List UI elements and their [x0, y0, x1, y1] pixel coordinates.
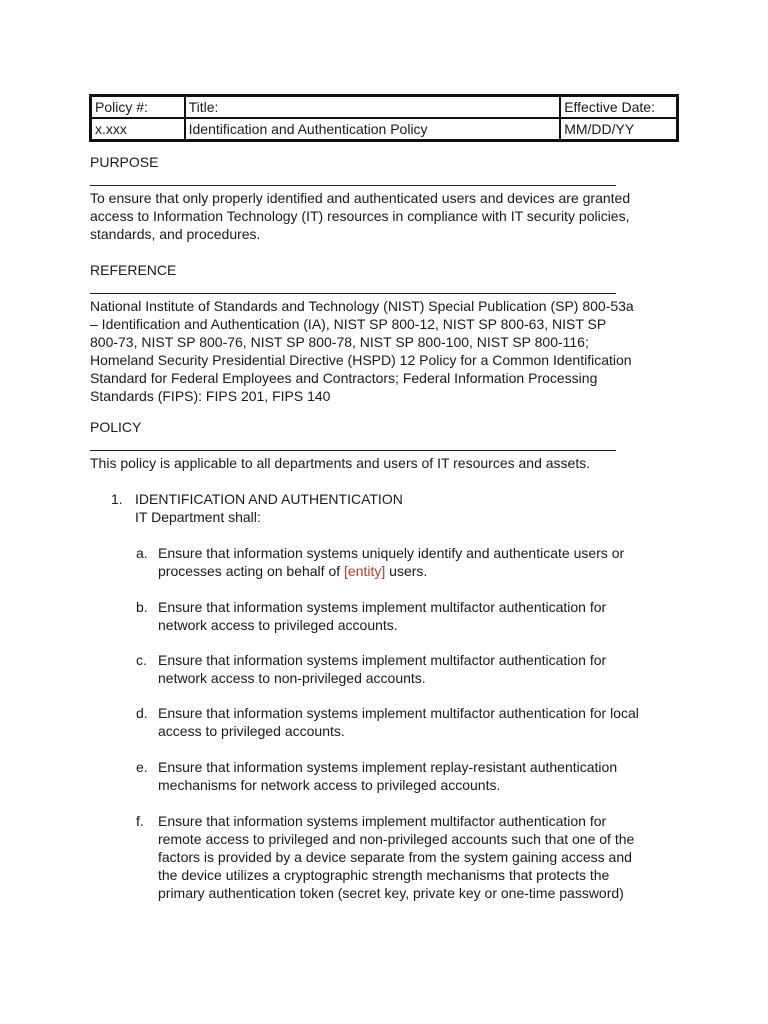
item-letter: e.	[136, 759, 148, 775]
value-row	[91, 118, 677, 140]
reference-text-line: 800-73, NIST SP 800-76, NIST SP 800-78, NIST SP 800-100, NIST SP 800-116;	[90, 334, 589, 350]
item-letter: f.	[136, 813, 144, 829]
purpose-text-line: access to Information Technology (IT) resources in compliance with IT security policies,	[90, 208, 630, 224]
reference-text-line: Standards (FIPS): FIPS 201, FIPS 140	[90, 388, 331, 404]
section-1	[111, 490, 711, 526]
section-1-subtitle: IT Department shall:	[135, 509, 261, 525]
policy-number-value: x.xxx	[91, 118, 185, 140]
item-line: factors is provided by a device separate from the system gaining access and	[158, 849, 632, 865]
list-item	[136, 598, 696, 634]
item-line: mechanisms for network access to privileged accounts.	[158, 777, 501, 793]
item-line: remote access to privileged and non-privileged accounts such that one of the	[158, 831, 635, 847]
item-line: Ensure that information systems implement multifactor authentication for	[158, 813, 607, 829]
reference-heading: REFERENCE	[90, 262, 177, 278]
item-line-end: users.	[385, 563, 428, 579]
list-item	[136, 544, 696, 580]
item-line	[158, 562, 696, 580]
item-line: Ensure that information systems implement multifactor authentication for	[158, 652, 607, 668]
policy-number-header: Policy #:	[91, 96, 185, 118]
reference-text-line: Standard for Federal Employees and Contractors; Federal Information Processing	[90, 370, 598, 386]
item-line: Ensure that information systems uniquely identify and authenticate users or	[158, 545, 625, 561]
reference-text-line: Homeland Security Presidential Directive (HSPD) 12 Policy for a Common Identification	[90, 352, 632, 368]
purpose-divider	[90, 171, 690, 189]
list-item	[136, 704, 696, 740]
item-letter: b.	[136, 599, 148, 615]
header-row	[91, 96, 677, 118]
entity-placeholder: [entity]	[344, 563, 386, 579]
item-line: Ensure that information systems implement multifactor authentication for	[158, 599, 607, 615]
policy-header-table	[89, 94, 679, 142]
purpose-heading: PURPOSE	[90, 154, 159, 170]
item-text	[158, 812, 696, 902]
section-1-title-row	[111, 490, 711, 508]
item-line: Ensure that information systems implement multifactor authentication for local	[158, 705, 639, 721]
reference-section	[90, 261, 690, 405]
item-letter: c.	[136, 652, 147, 668]
policy-heading: POLICY	[90, 419, 142, 435]
reference-divider	[90, 279, 690, 297]
reference-text-line: National Institute of Standards and Technology (NIST) Special Publication (SP) 800-53a	[90, 298, 634, 314]
title-value: Identification and Authentication Policy	[185, 118, 561, 140]
reference-text-line: – Identification and Authentication (IA), NIST SP 800-12, NIST SP 800-63, NIST SP	[90, 316, 607, 332]
section-1-number: 1.	[111, 491, 123, 507]
policy-divider	[90, 436, 690, 454]
item-line: network access to non-privileged accounts.	[158, 670, 426, 686]
purpose-text-line: standards, and procedures.	[90, 226, 261, 242]
item-line: Ensure that information systems implement replay-resistant authentication	[158, 759, 618, 775]
list-item	[136, 812, 696, 902]
section-1-title: IDENTIFICATION AND AUTHENTICATION	[135, 491, 403, 507]
effective-date-value: MM/DD/YY	[560, 118, 677, 140]
list-item	[136, 758, 696, 794]
effective-date-header: Effective Date:	[560, 96, 677, 118]
policy-section	[90, 418, 690, 472]
item-text	[158, 704, 696, 740]
item-text	[158, 651, 696, 687]
policy-text: This policy is applicable to all departments and users of IT resources and assets.	[90, 455, 591, 471]
item-line: access to privileged accounts.	[158, 723, 345, 739]
item-text	[158, 544, 696, 580]
item-line: the device utilizes a cryptographic strength mechanisms that protects the	[158, 867, 610, 883]
purpose-text-line: To ensure that only properly identified and authenticated users and devices are granted	[90, 190, 631, 206]
item-line: primary authentication token (secret key, private key or one-time password)	[158, 885, 624, 901]
list-item	[136, 651, 696, 687]
item-letter: d.	[136, 705, 148, 721]
item-line-start: processes acting on behalf of	[158, 563, 345, 579]
purpose-section	[90, 153, 690, 243]
item-line: network access to privileged accounts.	[158, 617, 398, 633]
item-letter: a.	[136, 545, 148, 561]
item-text	[158, 758, 696, 794]
item-text	[158, 598, 696, 634]
title-header: Title:	[185, 96, 561, 118]
